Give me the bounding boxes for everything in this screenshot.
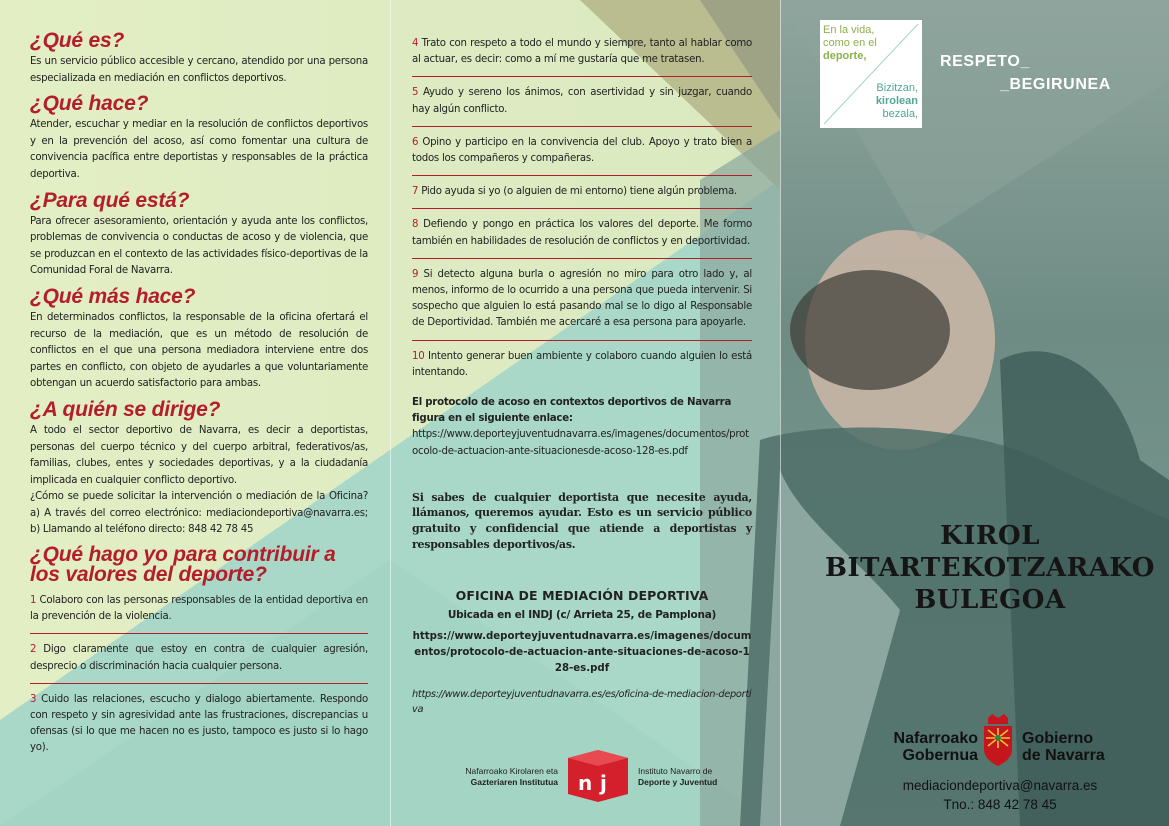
section-title-a-quien: ¿A quién se dirige?	[30, 397, 221, 421]
section-text-como-solicitar: ¿Cómo se puede solicitar la intervención o mediación de la Oficina? a) A través del correo electrónico: mediaciondeportiva@navarra.es; b) Llamando al teléfono directo: 848 42 78 45	[30, 491, 368, 536]
section-text-que-hace: Atender, escuchar y mediar en la resolución de conflictos deportivos y en la prevención del acoso, así como fomentar una cultura de convivencia pacífica entre deportistas y responsables de la práctica deportiva.	[30, 119, 368, 180]
divider	[412, 208, 752, 209]
left-panel	[0, 0, 390, 826]
middle-panel	[390, 0, 780, 826]
item-text: Cuido las relaciones, escucho y dialogo abiertamente. Respondo con respeto y sin agresividad ante las frustraciones, discrepancias u ofensas (si lo que me hacen no es justo, tampoco es justo si lo hago yo).	[30, 693, 368, 754]
badge-eu-line2: kirolean	[875, 95, 918, 107]
indj-spanish-line2: Deporte y Juventud	[638, 777, 718, 787]
list-item	[412, 349, 752, 381]
navarra-coat-of-arms-icon	[980, 712, 1016, 768]
item-number: 10	[412, 350, 425, 362]
section-text-para-que: Para ofrecer asesoramiento, orientación y ayuda ante los conflictos, problemas de convivencia o conductas de acoso y de violencia, que se produzcan en el contexto de las actividades físico-deportivas de la Comunidad Foral de Navarra.	[30, 215, 368, 277]
gov-spanish-line1: Gobierno	[1022, 730, 1094, 747]
item-text: Intento generar buen ambiente y colaboro cuando alguien lo está intentando.	[412, 350, 752, 378]
office-protocol-link[interactable]: https://www.deporteyjuventudnavarra.es/imagenes/documentos/protocolo-de-actuacion-ante-situaciones-de-acoso-128-es.pdf	[412, 631, 752, 675]
item-text: Ayudo y sereno los ánimos, con asertividad y sin juzgar, cuando hay algún conflicto.	[412, 87, 752, 115]
respeto-badge	[820, 20, 922, 128]
item-text: Digo claramente que estoy en contra de cualquier agresión, desprecio o discriminación hacia cualquier persona.	[30, 644, 368, 672]
office-address: Ubicada en el INDJ (c/ Arrieta 25, de Pamplona)	[447, 608, 717, 621]
divider	[30, 683, 368, 684]
list-item	[30, 642, 368, 674]
protocol-link[interactable]: https://www.deporteyjuventudnavarra.es/imagenes/documentos/protocolo-de-actuacion-ante-situacionesde-acoso-128-es.pdf	[412, 429, 749, 457]
item-text: Colaboro con las personas responsables de la entidad deportiva en la prevención de la violencia.	[30, 595, 368, 623]
indj-basque-line1: Nafarroako Kirolaren eta	[465, 766, 558, 776]
divider	[412, 126, 752, 127]
item-text: Defiendo y pongo en práctica los valores del deporte. Me formo también en habilidades de resolución de conflictos y en deportividad.	[412, 219, 752, 247]
item-text: Pido ayuda si yo (o alguien de mi entorno) tiene algún problema.	[421, 186, 737, 198]
list-item	[30, 593, 368, 625]
office-title: OFICINA DE MEDIACIÓN DEPORTIVA	[455, 588, 709, 604]
section-title-que-mas: ¿Qué más hace?	[30, 284, 196, 308]
contact-phone: Tno.: 848 42 78 45	[943, 797, 1057, 812]
section-title-que-hace: ¿Qué hace?	[30, 92, 149, 116]
section-text-que-es: Es un servicio público accesible y cercano, atendido por una persona especializada en mediación en conflictos deportivos.	[30, 56, 368, 84]
item-number: 7	[412, 186, 419, 198]
cover-title-line1: KIROL	[940, 521, 1040, 551]
item-number: 5	[412, 87, 419, 99]
respeto-label: RESPETO_	[940, 53, 1030, 70]
section-text-que-mas: En determinados conflictos, la responsable de la oficina ofertará el recurso de la mediación, que es un método de resolución de conflictos en el que una persona mediadora interviene entre dos partes en conflicto, con objeto de ayudarles a que voluntariamente obtengan un acuerdo satisfactorio para ambas.	[30, 311, 368, 390]
section-text-a-quien: A todo el sector deportivo de Navarra, es decir a deportistas, personas del cuerpo técnico y del cuerpo arbitral, federativos/as, familias, clubes, entes y sociedades deportivas, y a la ciudadanía implicada en cualquier conflicto deportivo.	[30, 424, 368, 486]
indj-cube-icon	[564, 748, 632, 804]
cover-title	[800, 520, 1169, 616]
gov-basque-line2: Gobernua	[902, 747, 978, 764]
gobierno-navarra-logo	[856, 712, 1136, 772]
item-number: 4	[412, 38, 419, 49]
protocol-intro: El protocolo de acoso en contextos deportivos de Navarra figura en el siguiente enlace:	[412, 397, 732, 425]
list-item	[412, 36, 752, 68]
list-item	[412, 267, 752, 332]
badge-eu-line3: bezala,	[882, 108, 918, 120]
badge-eu-line1: Bizitzan,	[876, 82, 918, 94]
list-item	[30, 692, 368, 757]
begirunea-label: _BEGIRUNEA	[1000, 76, 1111, 93]
item-number: 2	[30, 644, 37, 656]
item-number: 9	[412, 268, 419, 280]
divider	[412, 258, 752, 259]
item-number: 1	[30, 595, 37, 607]
gov-spanish-line2: de Navarra	[1022, 747, 1105, 764]
divider	[412, 340, 752, 341]
section-title-que-es: ¿Qué es?	[30, 29, 125, 52]
section-title-valores: ¿Qué hago yo para contribuir a los valores del deporte?	[30, 543, 336, 587]
section-title-para-que: ¿Para qué está?	[30, 188, 190, 212]
badge-es-line1: En la vida,	[823, 24, 875, 36]
divider	[30, 633, 368, 634]
badge-es-line2: como en el	[823, 37, 877, 49]
divider	[412, 76, 752, 77]
cover-title-line2: BITARTEKOTZARAKO	[825, 553, 1155, 583]
item-text: Trato con respeto a todo el mundo y siempre, tanto al hablar como al actuar, es decir: como a mí me gustaría que me tratasen.	[412, 38, 752, 66]
divider	[412, 175, 752, 176]
list-item	[412, 217, 752, 249]
office-web-link[interactable]: https://www.deporteyjuventudnavarra.es/es/oficina-de-mediacion-deportiva	[412, 689, 752, 716]
badge-es-line3: deporte,	[823, 50, 867, 62]
svg-text:n: n	[578, 771, 593, 795]
indj-basque-line2: Gazteriaren Institutua	[470, 777, 558, 787]
list-item	[412, 85, 752, 117]
help-message: Si sabes de cualquier deportista que necesite ayuda, llámanos, queremos ayudar. Esto es un servicio público gratuito y confidencial que atiende a deportistas y responsables deportivos/as.	[412, 490, 752, 551]
indj-spanish-line1: Instituto Navarro de	[638, 766, 713, 776]
indj-logo	[450, 748, 750, 804]
svg-text:j: j	[600, 771, 607, 795]
item-number: 6	[412, 136, 419, 148]
item-text: Opino y participo en la convivencia del club. Apoyo y trato bien a todos los compañeros y compañeras.	[412, 136, 752, 165]
item-number: 8	[412, 219, 419, 231]
item-text: Si detecto alguna burla o agresión no miro para otro lado y, al menos, informo de lo ocurrido a una persona que pueda intervenir. Si sospecho que alguien lo está pasando mal se lo digo al Responsable de Deportividad. También me acercaré a esa persona para apoyarle.	[412, 268, 752, 329]
item-number: 3	[30, 693, 37, 705]
contact-email[interactable]: mediaciondeportiva@navarra.es	[902, 778, 1098, 793]
list-item	[412, 184, 752, 200]
list-item	[412, 135, 752, 167]
cover-title-line3: BULEGOA	[914, 585, 1066, 615]
gov-basque-line1: Nafarroako	[893, 730, 978, 747]
